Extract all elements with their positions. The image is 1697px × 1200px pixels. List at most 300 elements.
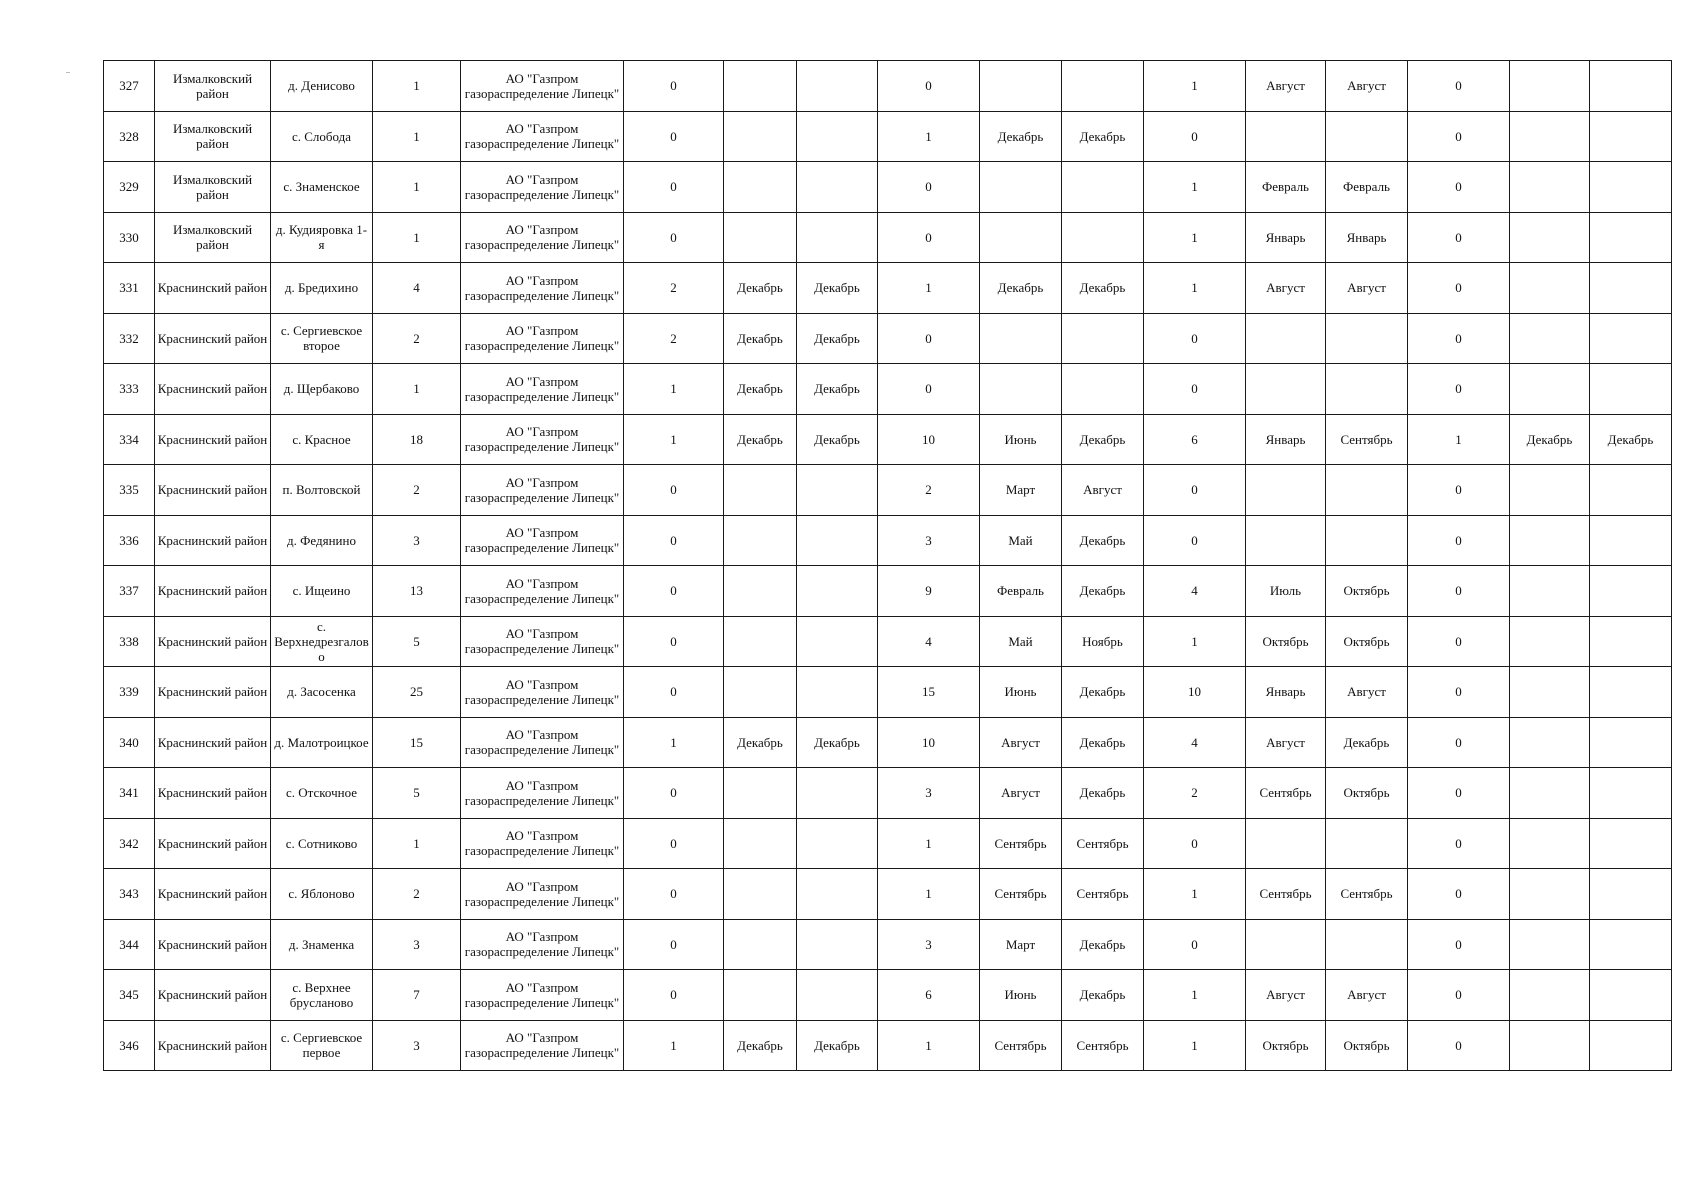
group1-count-cell: 2: [624, 313, 724, 364]
group3-count-cell: 1: [1144, 970, 1246, 1021]
group4-end-month-cell: [1590, 263, 1672, 314]
group1-end-month-cell: [797, 212, 878, 263]
district-cell: Краснинский район: [155, 1020, 271, 1071]
group1-end-month-cell: [797, 768, 878, 819]
row-number-cell: 330: [104, 212, 155, 263]
group1-start-month-cell: [724, 919, 797, 970]
table-row: [104, 717, 1672, 768]
group2-count-cell: 1: [878, 111, 980, 162]
group1-start-month-cell: Декабрь: [724, 1020, 797, 1071]
table-row: [104, 970, 1672, 1021]
group1-count-cell: 0: [624, 869, 724, 920]
group3-count-cell: 0: [1144, 364, 1246, 415]
group2-start-month-cell: Февраль: [980, 566, 1062, 617]
settlement-cell: д. Знаменка: [271, 919, 373, 970]
scan-mark: [66, 72, 70, 73]
group3-count-cell: 2: [1144, 768, 1246, 819]
group3-start-month-cell: Октябрь: [1246, 616, 1326, 667]
table-row: [104, 818, 1672, 869]
table-row: [104, 1020, 1672, 1071]
group3-start-month-cell: Январь: [1246, 667, 1326, 718]
group4-end-month-cell: [1590, 566, 1672, 617]
group3-start-month-cell: Июль: [1246, 566, 1326, 617]
group3-count-cell: 1: [1144, 61, 1246, 112]
group2-end-month-cell: Декабрь: [1062, 111, 1144, 162]
district-cell: Краснинский район: [155, 970, 271, 1021]
group4-end-month-cell: [1590, 162, 1672, 213]
group2-count-cell: 1: [878, 869, 980, 920]
group3-end-month-cell: Декабрь: [1326, 717, 1408, 768]
group1-count-cell: 0: [624, 515, 724, 566]
settlement-cell: с. Сотниково: [271, 818, 373, 869]
group1-end-month-cell: [797, 162, 878, 213]
settlement-cell: с. Верхнее брусланово: [271, 970, 373, 1021]
group2-start-month-cell: Август: [980, 717, 1062, 768]
group4-count-cell: 0: [1408, 313, 1510, 364]
district-cell: Краснинский район: [155, 717, 271, 768]
group1-count-cell: 1: [624, 1020, 724, 1071]
group1-start-month-cell: [724, 970, 797, 1021]
group2-start-month-cell: [980, 364, 1062, 415]
group3-start-month-cell: Август: [1246, 263, 1326, 314]
group4-count-cell: 0: [1408, 364, 1510, 415]
group2-end-month-cell: Сентябрь: [1062, 1020, 1144, 1071]
district-cell: Краснинский район: [155, 515, 271, 566]
group2-start-month-cell: [980, 212, 1062, 263]
group4-start-month-cell: [1510, 717, 1590, 768]
table-row: [104, 919, 1672, 970]
group3-count-cell: 0: [1144, 919, 1246, 970]
row-number-cell: 336: [104, 515, 155, 566]
group4-count-cell: 0: [1408, 717, 1510, 768]
group3-end-month-cell: Октябрь: [1326, 616, 1408, 667]
group2-count-cell: 6: [878, 970, 980, 1021]
total-count-cell: 1: [373, 162, 461, 213]
table-row: [104, 162, 1672, 213]
row-number-cell: 340: [104, 717, 155, 768]
group1-count-cell: 0: [624, 465, 724, 516]
group2-count-cell: 0: [878, 364, 980, 415]
group3-end-month-cell: [1326, 919, 1408, 970]
row-number-cell: 338: [104, 616, 155, 667]
table-body: [104, 61, 1672, 1071]
group3-end-month-cell: Октябрь: [1326, 768, 1408, 819]
settlement-cell: п. Волтовской: [271, 465, 373, 516]
group4-end-month-cell: [1590, 919, 1672, 970]
group4-count-cell: 0: [1408, 869, 1510, 920]
group4-start-month-cell: [1510, 263, 1590, 314]
group2-end-month-cell: Декабрь: [1062, 919, 1144, 970]
total-count-cell: 1: [373, 818, 461, 869]
organization-cell: АО "Газпром газораспределение Липецк": [461, 162, 624, 213]
group2-count-cell: 2: [878, 465, 980, 516]
group3-count-cell: 6: [1144, 414, 1246, 465]
group4-count-cell: 0: [1408, 667, 1510, 718]
district-cell: Измалковский район: [155, 111, 271, 162]
group2-start-month-cell: Июнь: [980, 414, 1062, 465]
total-count-cell: 4: [373, 263, 461, 314]
group1-end-month-cell: [797, 869, 878, 920]
group1-start-month-cell: [724, 616, 797, 667]
settlement-cell: с. Красное: [271, 414, 373, 465]
group4-end-month-cell: Декабрь: [1590, 414, 1672, 465]
group1-start-month-cell: Декабрь: [724, 263, 797, 314]
settlement-cell: д. Бредихино: [271, 263, 373, 314]
total-count-cell: 13: [373, 566, 461, 617]
group1-count-cell: 0: [624, 970, 724, 1021]
group2-start-month-cell: Декабрь: [980, 263, 1062, 314]
group1-start-month-cell: Декабрь: [724, 414, 797, 465]
group1-start-month-cell: [724, 212, 797, 263]
group3-start-month-cell: [1246, 818, 1326, 869]
group2-start-month-cell: Сентябрь: [980, 818, 1062, 869]
group3-start-month-cell: Август: [1246, 970, 1326, 1021]
group2-count-cell: 10: [878, 414, 980, 465]
group2-end-month-cell: Август: [1062, 465, 1144, 516]
group1-count-cell: 0: [624, 111, 724, 162]
group3-end-month-cell: [1326, 818, 1408, 869]
district-cell: Краснинский район: [155, 414, 271, 465]
group2-end-month-cell: Декабрь: [1062, 667, 1144, 718]
row-number-cell: 333: [104, 364, 155, 415]
total-count-cell: 3: [373, 1020, 461, 1071]
group1-count-cell: 0: [624, 667, 724, 718]
group1-end-month-cell: [797, 970, 878, 1021]
group1-start-month-cell: [724, 465, 797, 516]
group3-count-cell: 4: [1144, 566, 1246, 617]
group3-start-month-cell: [1246, 919, 1326, 970]
table-row: [104, 61, 1672, 112]
settlement-cell: д. Кудияровка 1-я: [271, 212, 373, 263]
organization-cell: АО "Газпром газораспределение Липецк": [461, 465, 624, 516]
settlement-cell: д. Засосенка: [271, 667, 373, 718]
settlement-cell: д. Денисово: [271, 61, 373, 112]
organization-cell: АО "Газпром газораспределение Липецк": [461, 111, 624, 162]
group1-end-month-cell: Декабрь: [797, 717, 878, 768]
group4-end-month-cell: [1590, 515, 1672, 566]
district-cell: Краснинский район: [155, 364, 271, 415]
group4-start-month-cell: [1510, 364, 1590, 415]
group1-count-cell: 1: [624, 414, 724, 465]
group4-start-month-cell: [1510, 566, 1590, 617]
group3-count-cell: 0: [1144, 465, 1246, 516]
table-row: [104, 465, 1672, 516]
group4-count-cell: 0: [1408, 465, 1510, 516]
row-number-cell: 328: [104, 111, 155, 162]
group4-end-month-cell: [1590, 768, 1672, 819]
table-row: [104, 364, 1672, 415]
group1-count-cell: 0: [624, 566, 724, 617]
group2-count-cell: 0: [878, 313, 980, 364]
group1-end-month-cell: [797, 566, 878, 617]
group2-end-month-cell: [1062, 364, 1144, 415]
group3-end-month-cell: [1326, 364, 1408, 415]
row-number-cell: 344: [104, 919, 155, 970]
organization-cell: АО "Газпром газораспределение Липецк": [461, 414, 624, 465]
table-row: [104, 111, 1672, 162]
total-count-cell: 18: [373, 414, 461, 465]
group1-end-month-cell: [797, 61, 878, 112]
table-row: [104, 313, 1672, 364]
settlement-cell: с. Сергиевское второе: [271, 313, 373, 364]
total-count-cell: 2: [373, 869, 461, 920]
group4-start-month-cell: [1510, 465, 1590, 516]
group3-end-month-cell: Август: [1326, 667, 1408, 718]
group2-end-month-cell: Сентябрь: [1062, 869, 1144, 920]
row-number-cell: 346: [104, 1020, 155, 1071]
group4-start-month-cell: [1510, 667, 1590, 718]
organization-cell: АО "Газпром газораспределение Липецк": [461, 313, 624, 364]
group4-start-month-cell: [1510, 818, 1590, 869]
group2-start-month-cell: Сентябрь: [980, 1020, 1062, 1071]
group3-count-cell: 1: [1144, 162, 1246, 213]
organization-cell: АО "Газпром газораспределение Липецк": [461, 61, 624, 112]
group2-count-cell: 3: [878, 768, 980, 819]
group2-count-cell: 15: [878, 667, 980, 718]
settlement-cell: с. Сергиевское первое: [271, 1020, 373, 1071]
group3-count-cell: 0: [1144, 111, 1246, 162]
group1-end-month-cell: Декабрь: [797, 1020, 878, 1071]
table-row: [104, 616, 1672, 667]
organization-cell: АО "Газпром газораспределение Липецк": [461, 919, 624, 970]
group3-end-month-cell: Август: [1326, 263, 1408, 314]
group4-end-month-cell: [1590, 717, 1672, 768]
district-cell: Краснинский район: [155, 616, 271, 667]
district-cell: Краснинский район: [155, 313, 271, 364]
row-number-cell: 345: [104, 970, 155, 1021]
group2-end-month-cell: [1062, 162, 1144, 213]
group2-start-month-cell: Декабрь: [980, 111, 1062, 162]
group2-start-month-cell: Март: [980, 919, 1062, 970]
group2-start-month-cell: [980, 313, 1062, 364]
group3-count-cell: 1: [1144, 869, 1246, 920]
group2-count-cell: 0: [878, 162, 980, 213]
organization-cell: АО "Газпром газораспределение Липецк": [461, 970, 624, 1021]
group1-end-month-cell: [797, 667, 878, 718]
table-row: [104, 212, 1672, 263]
group4-end-month-cell: [1590, 616, 1672, 667]
group2-end-month-cell: Ноябрь: [1062, 616, 1144, 667]
group2-start-month-cell: Май: [980, 515, 1062, 566]
organization-cell: АО "Газпром газораспределение Липецк": [461, 667, 624, 718]
group1-end-month-cell: [797, 465, 878, 516]
total-count-cell: 5: [373, 768, 461, 819]
organization-cell: АО "Газпром газораспределение Липецк": [461, 364, 624, 415]
district-cell: Измалковский район: [155, 162, 271, 213]
district-cell: Краснинский район: [155, 768, 271, 819]
group2-start-month-cell: Июнь: [980, 970, 1062, 1021]
group3-count-cell: 1: [1144, 212, 1246, 263]
settlement-cell: д. Щербаково: [271, 364, 373, 415]
total-count-cell: 25: [373, 667, 461, 718]
district-cell: Краснинский район: [155, 667, 271, 718]
group4-start-month-cell: [1510, 768, 1590, 819]
row-number-cell: 331: [104, 263, 155, 314]
group1-start-month-cell: Декабрь: [724, 313, 797, 364]
row-number-cell: 337: [104, 566, 155, 617]
group1-end-month-cell: Декабрь: [797, 313, 878, 364]
group2-end-month-cell: [1062, 61, 1144, 112]
row-number-cell: 327: [104, 61, 155, 112]
group1-count-cell: 0: [624, 818, 724, 869]
district-cell: Краснинский район: [155, 869, 271, 920]
group4-start-month-cell: Декабрь: [1510, 414, 1590, 465]
group2-count-cell: 3: [878, 919, 980, 970]
group3-count-cell: 1: [1144, 263, 1246, 314]
group4-end-month-cell: [1590, 1020, 1672, 1071]
group1-count-cell: 2: [624, 263, 724, 314]
district-cell: Краснинский район: [155, 465, 271, 516]
group1-count-cell: 1: [624, 717, 724, 768]
group3-start-month-cell: Сентябрь: [1246, 869, 1326, 920]
group2-start-month-cell: Май: [980, 616, 1062, 667]
group2-count-cell: 0: [878, 61, 980, 112]
group3-start-month-cell: [1246, 313, 1326, 364]
settlement-cell: с. Знаменское: [271, 162, 373, 213]
group2-end-month-cell: Декабрь: [1062, 566, 1144, 617]
group4-count-cell: 0: [1408, 162, 1510, 213]
group1-end-month-cell: [797, 616, 878, 667]
group4-count-cell: 0: [1408, 970, 1510, 1021]
group2-end-month-cell: Сентябрь: [1062, 818, 1144, 869]
group4-count-cell: 1: [1408, 414, 1510, 465]
group4-end-month-cell: [1590, 111, 1672, 162]
settlement-cell: с. Яблоново: [271, 869, 373, 920]
group3-count-cell: 1: [1144, 1020, 1246, 1071]
group3-count-cell: 10: [1144, 667, 1246, 718]
group4-count-cell: 0: [1408, 61, 1510, 112]
group4-end-month-cell: [1590, 212, 1672, 263]
group1-start-month-cell: [724, 566, 797, 617]
district-cell: Измалковский район: [155, 212, 271, 263]
group4-end-month-cell: [1590, 970, 1672, 1021]
group4-start-month-cell: [1510, 970, 1590, 1021]
group3-start-month-cell: Август: [1246, 717, 1326, 768]
table-row: [104, 768, 1672, 819]
group2-count-cell: 3: [878, 515, 980, 566]
group1-end-month-cell: [797, 919, 878, 970]
group3-count-cell: 1: [1144, 616, 1246, 667]
group3-end-month-cell: [1326, 313, 1408, 364]
group3-end-month-cell: Октябрь: [1326, 566, 1408, 617]
group3-end-month-cell: Октябрь: [1326, 1020, 1408, 1071]
group1-start-month-cell: Декабрь: [724, 364, 797, 415]
group1-count-cell: 0: [624, 768, 724, 819]
group1-start-month-cell: [724, 61, 797, 112]
group1-end-month-cell: [797, 111, 878, 162]
group3-count-cell: 0: [1144, 313, 1246, 364]
settlement-cell: с. Ищеино: [271, 566, 373, 617]
group4-end-month-cell: [1590, 61, 1672, 112]
group1-start-month-cell: [724, 162, 797, 213]
group1-count-cell: 0: [624, 162, 724, 213]
group3-count-cell: 4: [1144, 717, 1246, 768]
group2-start-month-cell: [980, 162, 1062, 213]
total-count-cell: 3: [373, 515, 461, 566]
total-count-cell: 2: [373, 465, 461, 516]
group2-end-month-cell: [1062, 212, 1144, 263]
row-number-cell: 332: [104, 313, 155, 364]
settlement-cell: с. Отскочное: [271, 768, 373, 819]
district-cell: Краснинский район: [155, 263, 271, 314]
organization-cell: АО "Газпром газораспределение Липецк": [461, 515, 624, 566]
group4-start-month-cell: [1510, 869, 1590, 920]
group2-count-cell: 10: [878, 717, 980, 768]
group1-end-month-cell: Декабрь: [797, 364, 878, 415]
total-count-cell: 2: [373, 313, 461, 364]
group4-start-month-cell: [1510, 212, 1590, 263]
row-number-cell: 339: [104, 667, 155, 718]
table-row: [104, 566, 1672, 617]
group3-start-month-cell: [1246, 111, 1326, 162]
group1-end-month-cell: [797, 515, 878, 566]
group2-end-month-cell: Декабрь: [1062, 515, 1144, 566]
group3-count-cell: 0: [1144, 818, 1246, 869]
group4-start-month-cell: [1510, 61, 1590, 112]
group4-end-month-cell: [1590, 465, 1672, 516]
group1-end-month-cell: Декабрь: [797, 263, 878, 314]
group3-end-month-cell: Февраль: [1326, 162, 1408, 213]
row-number-cell: 335: [104, 465, 155, 516]
group2-count-cell: 1: [878, 818, 980, 869]
gasification-schedule-table: [103, 60, 1672, 1071]
group2-start-month-cell: Март: [980, 465, 1062, 516]
total-count-cell: 15: [373, 717, 461, 768]
group1-start-month-cell: [724, 768, 797, 819]
group3-end-month-cell: Январь: [1326, 212, 1408, 263]
group2-start-month-cell: Июнь: [980, 667, 1062, 718]
row-number-cell: 329: [104, 162, 155, 213]
group3-end-month-cell: Сентябрь: [1326, 869, 1408, 920]
table-row: [104, 263, 1672, 314]
settlement-cell: с. Верхнедрезгалово: [271, 616, 373, 667]
table-row: [104, 869, 1672, 920]
group4-end-month-cell: [1590, 313, 1672, 364]
organization-cell: АО "Газпром газораспределение Липецк": [461, 616, 624, 667]
group3-end-month-cell: Август: [1326, 970, 1408, 1021]
total-count-cell: 1: [373, 212, 461, 263]
table-row: [104, 414, 1672, 465]
organization-cell: АО "Газпром газораспределение Липецк": [461, 869, 624, 920]
total-count-cell: 1: [373, 61, 461, 112]
group3-start-month-cell: [1246, 515, 1326, 566]
group4-end-month-cell: [1590, 667, 1672, 718]
group3-start-month-cell: [1246, 364, 1326, 415]
group1-count-cell: 0: [624, 212, 724, 263]
group2-end-month-cell: Декабрь: [1062, 717, 1144, 768]
total-count-cell: 5: [373, 616, 461, 667]
total-count-cell: 1: [373, 364, 461, 415]
group2-start-month-cell: [980, 61, 1062, 112]
group2-start-month-cell: Август: [980, 768, 1062, 819]
group1-start-month-cell: [724, 515, 797, 566]
group4-start-month-cell: [1510, 313, 1590, 364]
group4-count-cell: 0: [1408, 111, 1510, 162]
group2-start-month-cell: Сентябрь: [980, 869, 1062, 920]
group2-end-month-cell: Декабрь: [1062, 414, 1144, 465]
organization-cell: АО "Газпром газораспределение Липецк": [461, 1020, 624, 1071]
total-count-cell: 3: [373, 919, 461, 970]
district-cell: Краснинский район: [155, 919, 271, 970]
row-number-cell: 343: [104, 869, 155, 920]
district-cell: Краснинский район: [155, 566, 271, 617]
group1-start-month-cell: [724, 869, 797, 920]
group4-start-month-cell: [1510, 616, 1590, 667]
district-cell: Измалковский район: [155, 61, 271, 112]
table-row: [104, 515, 1672, 566]
district-cell: Краснинский район: [155, 818, 271, 869]
organization-cell: АО "Газпром газораспределение Липецк": [461, 212, 624, 263]
